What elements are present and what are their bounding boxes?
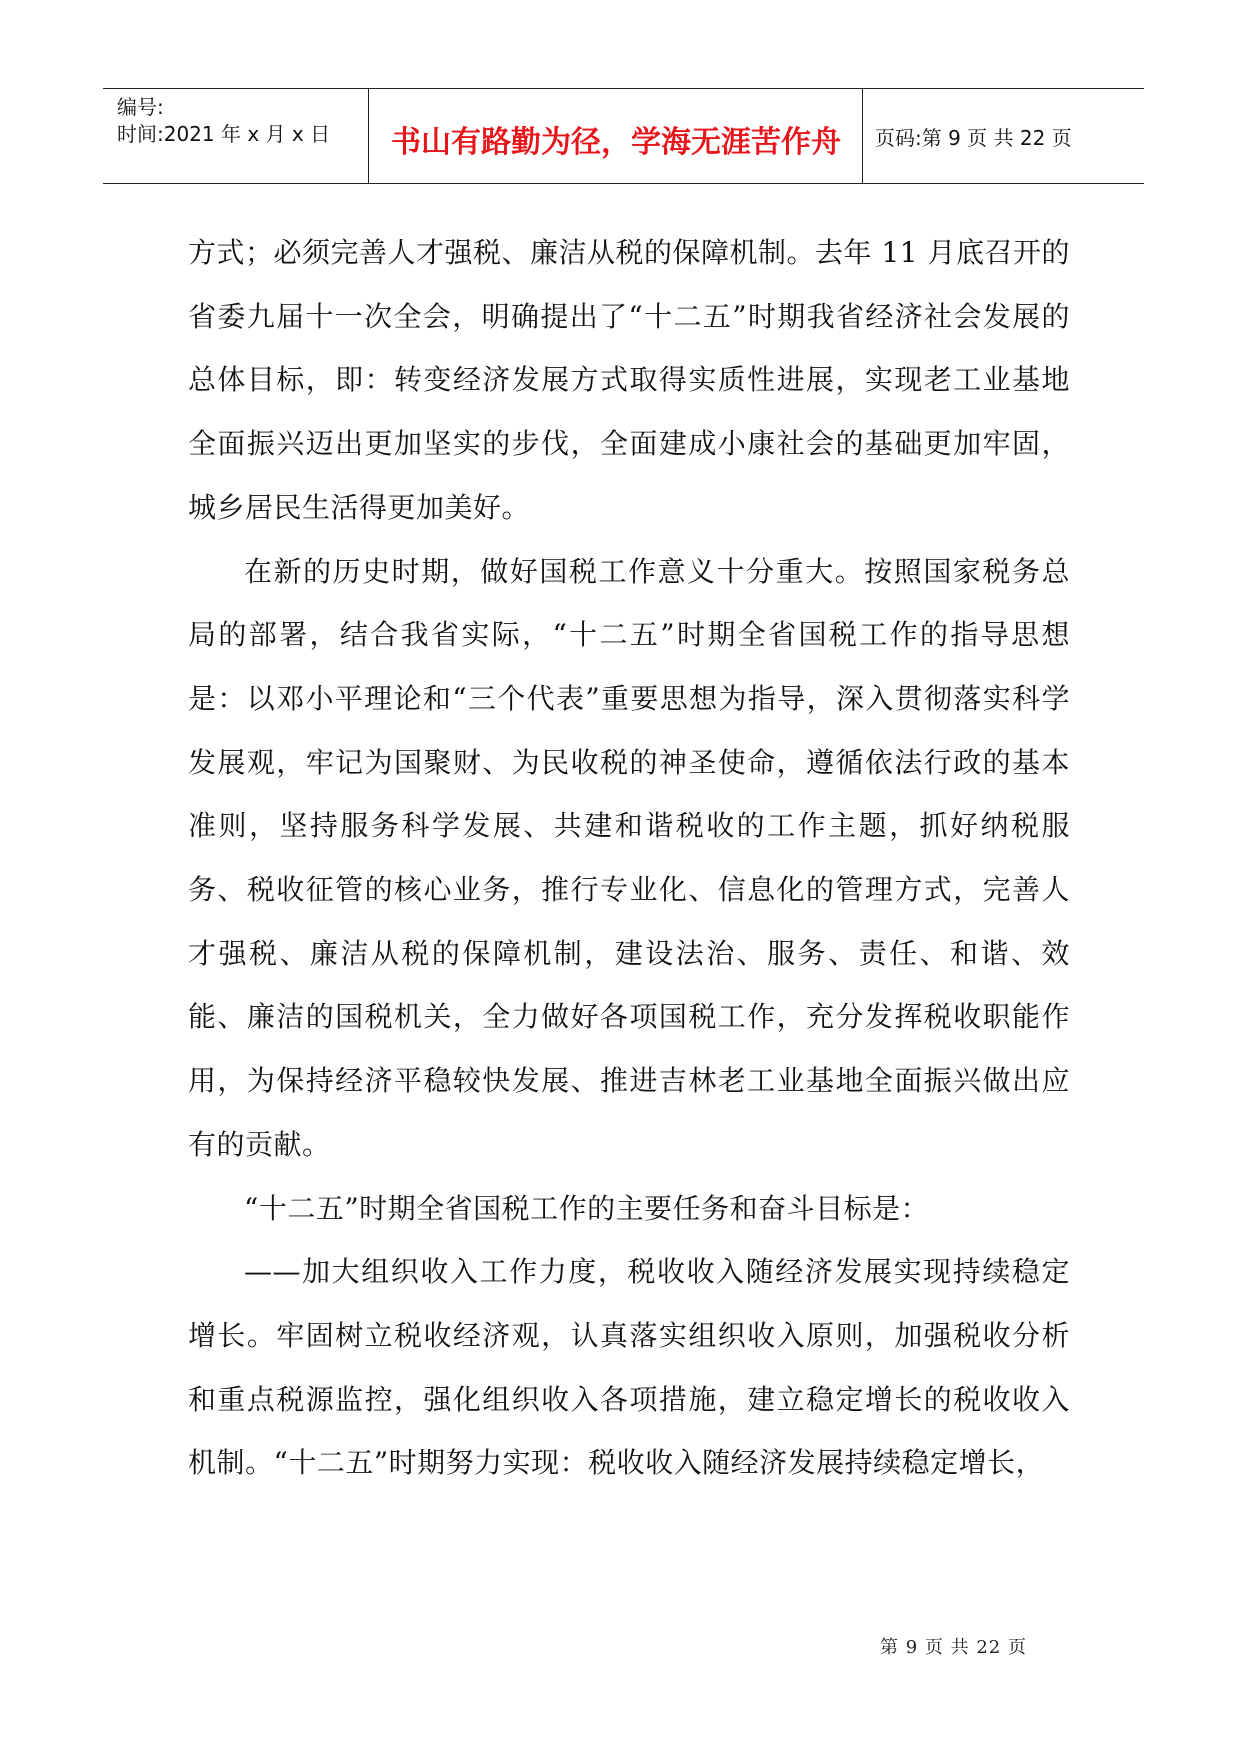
document-body (188, 221, 1070, 1495)
paragraph: 在新的历史时期，做好国税工作意义十分重大。按照国家税务总局的部署，结合我省实际，“十二五”时期全省国税工作的指导思想是：以邓小平理论和“三个代表”重要思想为指导，深入贯彻落实科学发展观，牢记为国聚财、为民收税的神圣使命，遵循依法行政的基本准则，坚持服务科学发展、共建和谐税收的工作主题，抓好纳税服务、税收征管的核心业务，推行专业化、信息化的管理方式，完善人才强税、廉洁从税的保障机制，建设法治、服务、责任、和谐、效能、廉洁的国税机关，全力做好各项国税工作，充分发挥税收职能作用，为保持经济平稳较快发展、推进吉林老工业基地全面振兴做出应有的贡献。 (188, 554, 1070, 1161)
page-header (103, 88, 1144, 184)
header-motto: 书山有路勤为径，学海无涯苦作舟 (391, 125, 841, 160)
header-meta (117, 94, 330, 148)
paragraph: 方式；必须完善人才强税、廉洁从税的保障机制。去年 11 月底召开的省委九届十一次全会，明确提出了“十二五”时期我省经济社会发展的总体目标，即：转变经济发展方式取得实质性进展，实现老工业基地全面振兴迈出更加坚实的步伐，全面建成小康社会的基础更加牢固，城乡居民生活得更加美好。 (188, 236, 1070, 524)
page-footer: 第 9 页 共 22 页 (880, 1637, 1027, 1658)
document-time-label: 时间:2021 年 x 月 x 日 (117, 122, 331, 146)
paragraph: “十二五”时期全省国税工作的主要任务和奋斗目标是： (244, 1191, 930, 1225)
document-number-label: 编号: (117, 95, 164, 119)
paragraph: ——加大组织收入工作力度，税收收入随经济发展实现持续稳定增长。牢固树立税收经济观，认真落实组织收入原则，加强税收分析和重点税源监控，强化组织收入各项措施，建立稳定增长的税收收入机制。“十二五”时期努力实现：税收收入随经济发展持续稳定增长， (188, 1255, 1070, 1480)
header-divider (368, 89, 369, 183)
header-divider (862, 89, 863, 183)
header-page-number: 页码:第 9 页 共 22 页 (875, 126, 1072, 150)
